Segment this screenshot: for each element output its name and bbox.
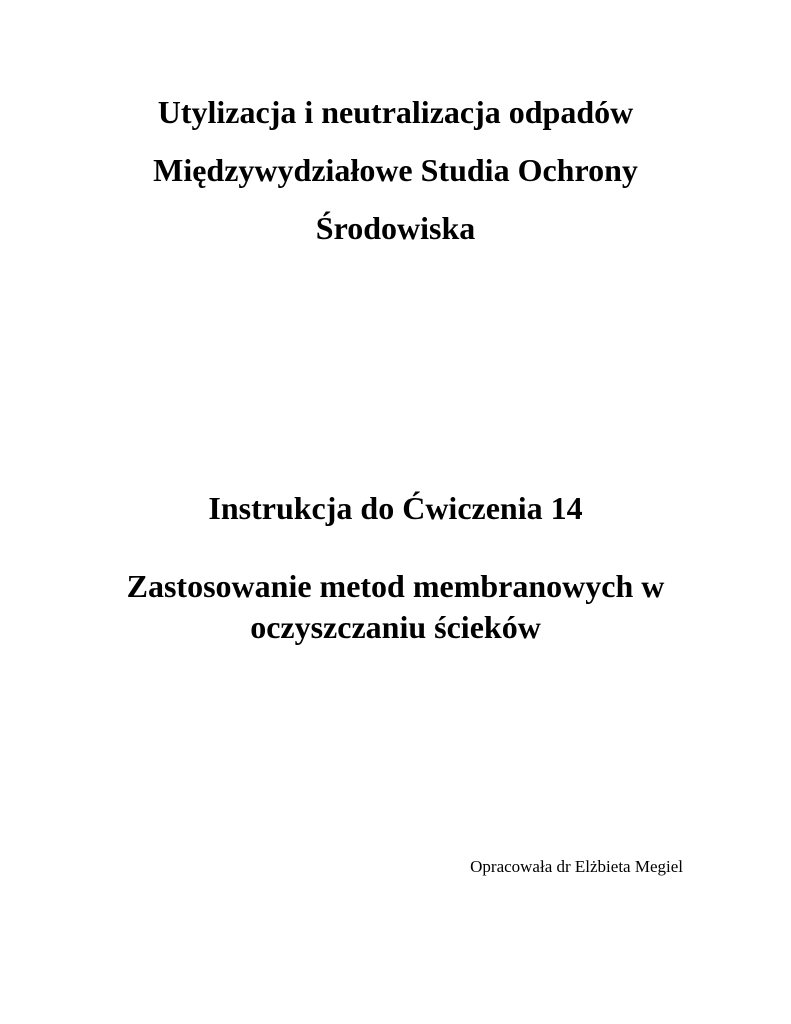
faculty-name-line-1: Międzywydziałowe Studia Ochrony [153, 152, 638, 188]
topic-title-line-1: Zastosowanie metod membranowych w [126, 568, 665, 604]
course-title: Utylizacja i neutralizacja odpadów [157, 94, 634, 130]
exercise-title: Instrukcja do Ćwiczenia 14 [208, 490, 583, 526]
author-credit: Opracowała dr Elżbieta Megiel [470, 857, 683, 876]
topic-title-line-2: oczyszczaniu ścieków [250, 609, 541, 645]
faculty-name-line-2: Środowiska [315, 210, 476, 246]
